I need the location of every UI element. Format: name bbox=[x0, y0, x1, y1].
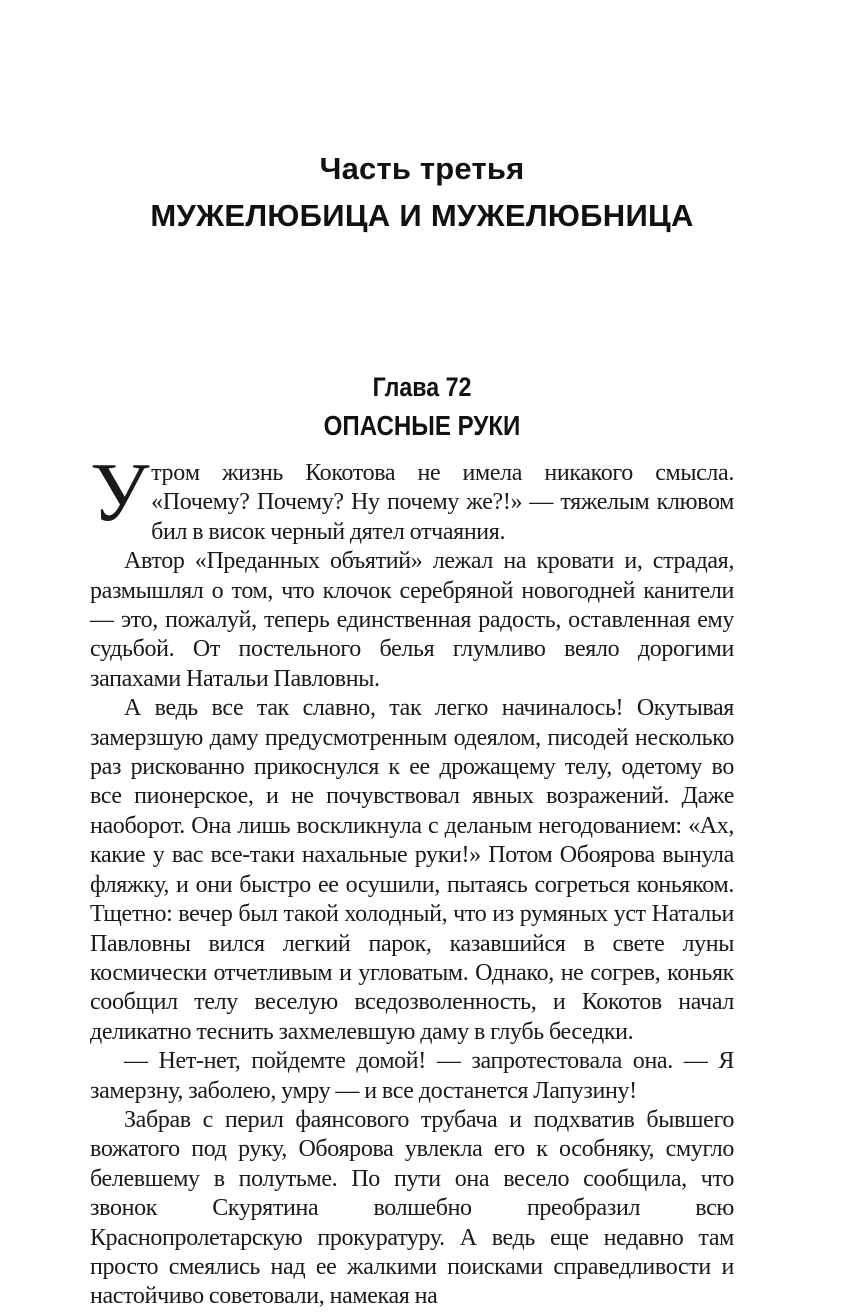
paragraph-text: трoм жизнь Кокотова не имела никакого смысла. «Почему? Почему? Ну почему же?!» — тяжелым клювом бил в висок черный дятел отчаяния. bbox=[151, 460, 734, 545]
paragraph: — Нет-нет, пойдемте домой! — запротестовала она. — Я замерзну, заболею, умру — и все достанется Лапузину! bbox=[90, 1048, 734, 1104]
paragraph: Автор «Преданных объятий» лежал на кровати и, страдая, размышлял о том, что клочок серебряной новогодней канители — это, пожалуй, теперь единственная радость, оставленная ему судьбой. От постельного белья глумливо веяло дорогими запахами Натальи Павловны. bbox=[90, 548, 734, 692]
chapter-title: ОПАСНЫЕ РУКИ bbox=[323, 410, 521, 441]
part-title: Часть третья bbox=[319, 151, 525, 186]
chapter-text bbox=[90, 446, 734, 1312]
chapter-number: Глава 72 bbox=[372, 372, 472, 402]
part-heading bbox=[90, 150, 754, 236]
paragraph: Забрав с перил фаянсового трубача и подхватив бывшего вожатого под руку, Обоярова увлекла его к особняку, смугло белевшему в полутьме. По пути она весело сообщила, что звонок Скурятина волшебно преобразил всю Краснопролетарскую прокуратуру. А ведь еще недавно там просто смеялись над ее жалкими поисками справедливости и настойчиво советовали, намекая на bbox=[90, 1106, 734, 1310]
paragraph: А ведь все так славно, так легко начиналось! Окутывая замерзшую даму предусмотренным одеялом, писодей несколько раз рискованно прикоснулся к ее дрожащему телу, одетому во все пионерское, и не почувствовал явных возражений. Даже наоборот. Она лишь воскликнула с деланым негодованием: «Ах, какие у вас все-таки нахальные руки!» Потом Обоярова вынула фляжку, и они быстро ее осушили, пытаясь согреться коньяком. Тщетно: вечер был такой холодный, что из румяных уст Натальи Павловны вился легкий парок, казавшийся в свете луны космически отчетливым и угловатым. Однако, не согрев, коньяк сообщил телу веселую вседозволенность, и Кокотов начал деликатно теснить захмелевшую даму в глубь беседки. bbox=[90, 695, 734, 1045]
drop-cap: У bbox=[90, 446, 150, 539]
part-subtitle: МУЖЕЛЮБИЦА И МУЖЕЛЮБНИЦА bbox=[150, 198, 694, 233]
paragraph bbox=[90, 446, 734, 547]
chapter-heading bbox=[90, 370, 754, 444]
